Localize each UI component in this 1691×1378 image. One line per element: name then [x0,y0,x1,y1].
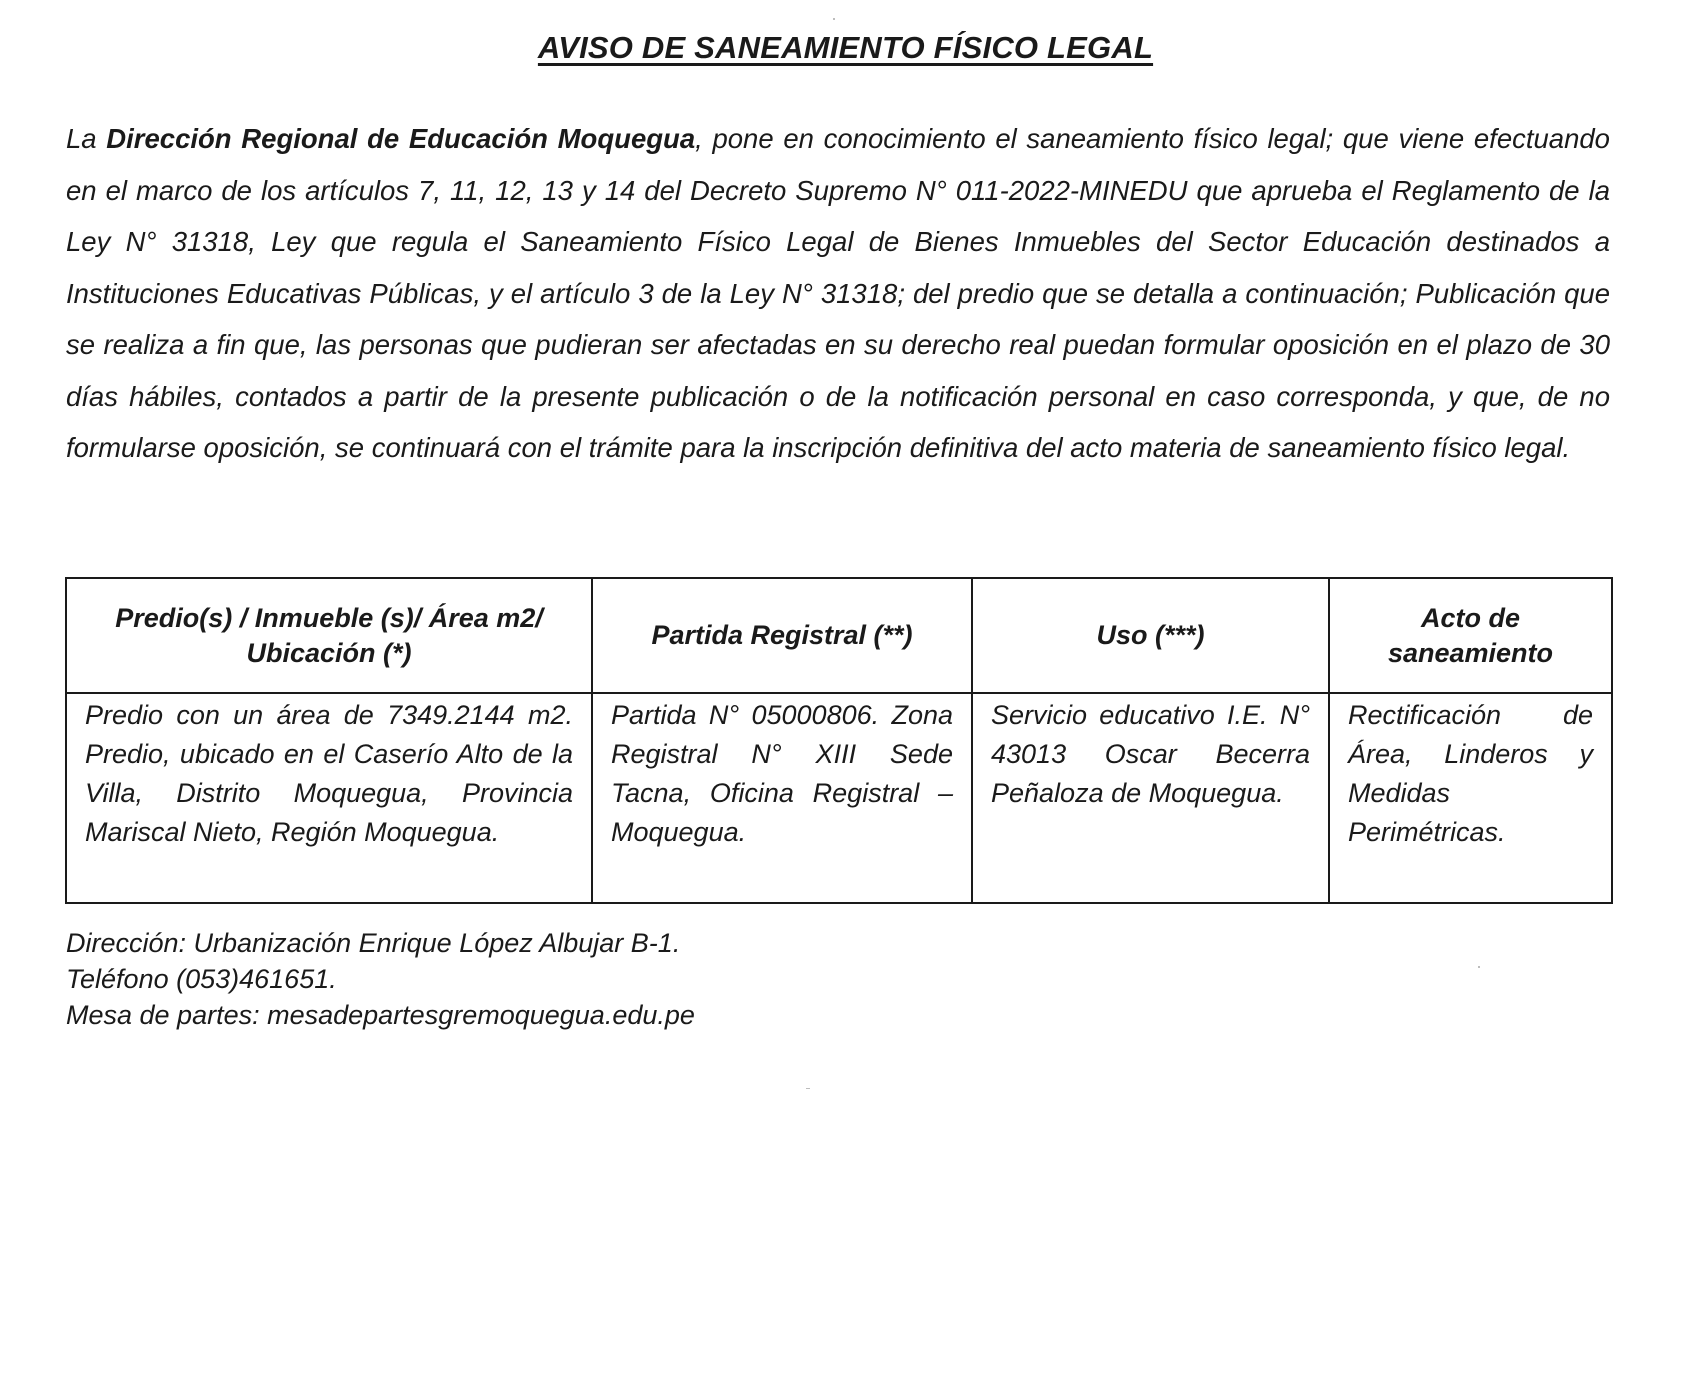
contact-mesa-de-partes: Mesa de partes: mesadepartesgremoquegua.edu.pe [66,1000,695,1030]
header-acto: Acto de saneamiento [1329,578,1612,693]
table-row [66,693,1612,903]
header-predio: Predio(s) / Inmueble (s)/ Área m2/ Ubicación (*) [66,578,592,693]
header-partida: Partida Registral (**) [592,578,972,693]
contact-block [66,925,695,1033]
document-title: AVISO DE SANEAMIENTO FÍSICO LEGAL [537,30,1154,65]
header-uso: Uso (***) [972,578,1329,693]
contact-phone: Teléfono (053)461651. [66,964,337,994]
cell-partida: Partida N° 05000806. Zona Registral N° XIII Sede Tacna, Oficina Registral – Moquegua. [592,693,972,903]
cell-acto: Rectificación de Área, Linderos y Medidas Perimétricas. [1329,693,1612,903]
organization-name: Dirección Regional de Educación Moquegua [106,123,696,154]
property-table [65,577,1613,904]
table-header-row [66,578,1612,693]
intro-lead: La [66,123,107,154]
contact-address: Dirección: Urbanización Enrique López Albujar B-1. [66,928,681,958]
scan-speck [1478,966,1480,968]
scan-speck [806,1088,810,1089]
scan-speck [833,18,835,20]
intro-body: , pone en conocimiento el saneamiento físico legal; que viene efectuando en el marco de los artículos 7, 11, 12, 13 y 14 del Decreto Supremo N° 011-2022-MINEDU que aprueba el Reglamento de la Ley N° 31318, Ley que regula el Saneamiento Físico Legal de Bienes Inmuebles del Sector Educación destinados a Instituciones Educativas Públicas, y el artículo 3 de la Ley N° 31318; del predio que se detalla a continuación; Publicación que se realiza a fin que, las personas que pudieran ser afectadas en su derecho real puedan formular oposición en el plazo de 30 días hábiles, contados a partir de la presente publicación o de la notificación personal en caso corresponda, y que, de no formularse oposición, se continuará con el trámite para la inscripción definitiva del acto materia de saneamiento físico legal. [66,123,1610,463]
cell-uso: Servicio educativo I.E. N° 43013 Oscar Becerra Peñaloza de Moquegua. [972,693,1329,903]
intro-paragraph [66,113,1610,474]
cell-predio: Predio con un área de 7349.2144 m2. Predio, ubicado en el Caserío Alto de la Villa, Distrito Moquegua, Provincia Mariscal Nieto, Región Moquegua. [66,693,592,903]
